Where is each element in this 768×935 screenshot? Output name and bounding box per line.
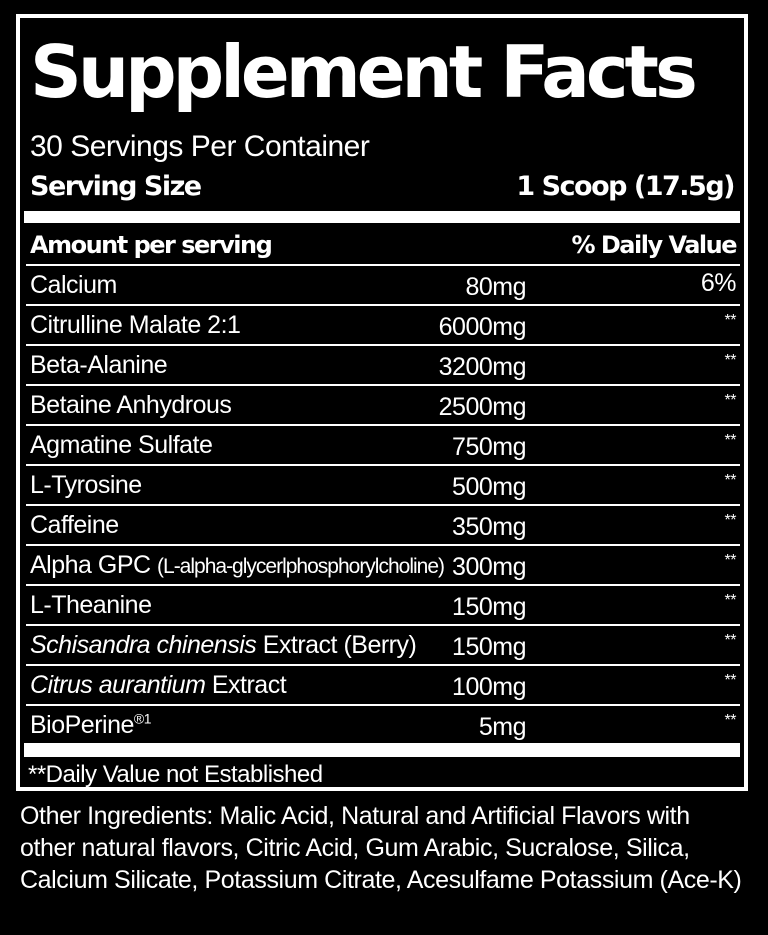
ingredient-amount: 500mg <box>452 473 526 501</box>
ingredient-daily-value: ** <box>724 552 736 569</box>
thick-divider <box>24 743 740 757</box>
label-title: Supplement Facts <box>30 30 694 114</box>
ingredient-amount: 80mg <box>465 273 526 301</box>
ingredient-daily-value: ** <box>724 472 736 489</box>
ingredient-row <box>26 584 740 624</box>
ingredient-name: Calcium <box>30 271 117 299</box>
ingredient-amount: 100mg <box>452 673 526 701</box>
ingredient-name: Beta-Alanine <box>30 351 168 379</box>
ingredient-name: Caffeine <box>30 511 119 539</box>
ingredient-amount: 150mg <box>452 593 526 621</box>
ingredient-amount: 350mg <box>452 513 526 541</box>
ingredient-name: BioPerine$^{®1}$ <box>30 710 152 739</box>
ingredient-daily-value: ** <box>724 672 736 689</box>
supplement-facts-panel <box>16 14 748 791</box>
ingredient-amount: 750mg <box>452 433 526 461</box>
ingredient-name: L-Tyrosine <box>30 471 142 499</box>
ingredient-daily-value: ** <box>724 432 736 449</box>
ingredient-name: Alpha GPC (L-alpha-glycerlphosphorylcholine) <box>30 551 445 579</box>
ingredient-row <box>26 624 740 664</box>
ingredient-name: Agmatine Sulfate <box>30 431 213 459</box>
ingredient-row <box>26 264 740 304</box>
ingredient-daily-value: ** <box>724 712 736 729</box>
ingredient-row <box>26 304 740 344</box>
ingredient-amount: 150mg <box>452 633 526 661</box>
ingredient-amount: 6000mg <box>438 313 526 341</box>
other-ingredients: Other Ingredients: Malic Acid, Natural and Artificial Flavors with other natural flavors, Citric Acid, Gum Arabic, Sucralose, Silica, Calcium Silicate, Potassium Citrate, Acesulfame Potassium (Ace-K) <box>20 802 742 894</box>
ingredient-name: Citrus aurantium Extract <box>30 671 287 699</box>
ingredient-table <box>26 264 740 744</box>
ingredient-amount: 300mg <box>452 553 526 581</box>
ingredient-row <box>26 424 740 464</box>
ingredient-name: Citrulline Malate 2:1 <box>30 311 241 339</box>
ingredient-row <box>26 464 740 504</box>
ingredient-daily-value: ** <box>724 392 736 409</box>
ingredient-row <box>26 544 740 584</box>
ingredient-amount: 2500mg <box>438 393 526 421</box>
ingredient-name-superscript: ®1 <box>133 710 152 727</box>
ingredient-name: L-Theanine <box>30 591 152 619</box>
ingredient-name: Schisandra chinensis Extract (Berry) <box>30 631 417 659</box>
ingredient-daily-value: ** <box>724 592 736 609</box>
ingredient-amount: 5mg <box>478 713 526 741</box>
ingredient-row <box>26 504 740 544</box>
ingredient-amount: 3200mg <box>438 353 526 381</box>
ingredient-row <box>26 704 740 744</box>
ingredient-daily-value: ** <box>724 352 736 369</box>
header-daily-value: % Daily Value <box>571 231 736 259</box>
ingredient-name-note: (L-alpha-glycerlphosphorylcholine) <box>157 555 445 578</box>
daily-value-footnote: **Daily Value not Established <box>28 761 323 788</box>
thick-divider <box>24 211 740 223</box>
servings-per-container: 30 Servings Per Container <box>30 130 370 163</box>
serving-size-value: 1 Scoop (17.5g) <box>516 171 734 202</box>
ingredient-row <box>26 344 740 384</box>
ingredient-row <box>26 664 740 704</box>
ingredient-daily-value: ** <box>724 512 736 529</box>
ingredient-name: Betaine Anhydrous <box>30 391 232 419</box>
ingredient-daily-value: ** <box>724 632 736 649</box>
ingredient-daily-value: 6% <box>700 269 736 297</box>
ingredient-name-italic: Citrus aurantium <box>30 671 206 699</box>
ingredient-daily-value: ** <box>724 312 736 329</box>
ingredient-name-italic: Schisandra chinensis <box>30 631 257 659</box>
serving-size-label: Serving Size <box>30 171 201 202</box>
header-amount-per-serving: Amount per serving <box>30 231 272 259</box>
ingredient-row <box>26 384 740 424</box>
